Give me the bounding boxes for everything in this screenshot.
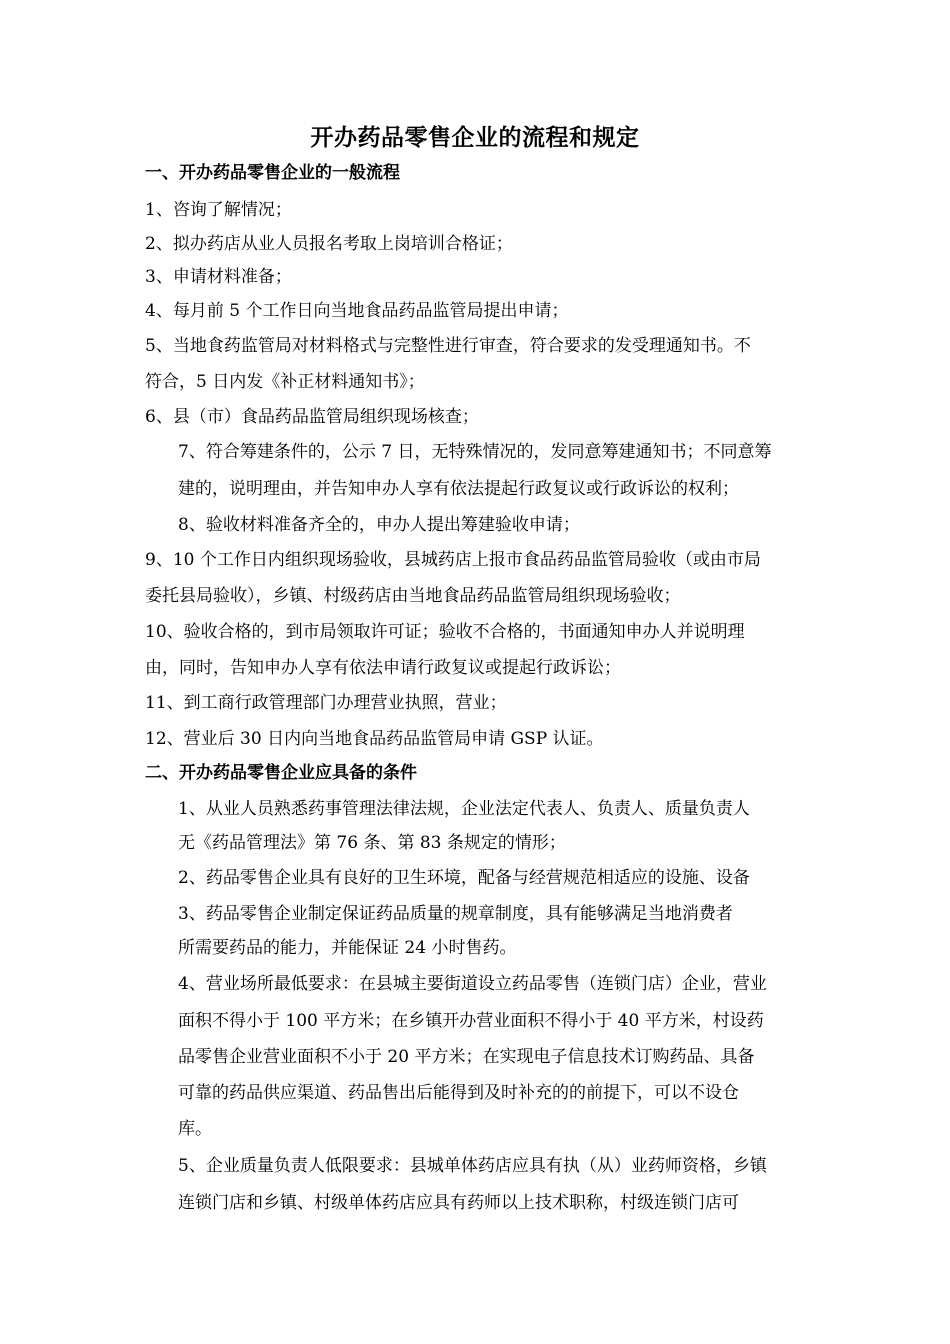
process-line: 符合，5 日内发《补正材料通知书》； (145, 372, 425, 392)
process-line: 由，同时，告知申办人享有依法申请行政复议或提起行政诉讼； (145, 658, 621, 678)
condition-line: 无《药品管理法》第 76 条、第 83 条规定的情形； (178, 833, 566, 853)
process-line: 9、10 个工作日内组织现场验收，县城药店上报市食品药品监管局验收（或由市局 (145, 550, 761, 570)
process-line: 10、验收合格的，到市局领取许可证；验收不合格的，书面通知申办人并说明理 (145, 622, 745, 642)
process-line: 1、咨询了解情况； (145, 200, 292, 220)
process-line: 3、申请材料准备； (145, 267, 292, 287)
condition-line: 可靠的药品供应渠道、药品售出后能得到及时补充的的前提下，可以不设仓 (178, 1083, 739, 1103)
process-line: 12、营业后 30 日内向当地食品药品监管局申请 GSP 认证。 (145, 729, 604, 749)
process-line: 5、当地食药监管局对材料格式与完整性进行审查，符合要求的发受理通知书。不 (145, 336, 751, 356)
section-heading-conditions: 二、开办药品零售企业应具备的条件 (145, 763, 417, 783)
condition-line: 连锁门店和乡镇、村级单体药店应具有药师以上技术职称，村级连锁门店可 (178, 1193, 739, 1213)
condition-line: 所需要药品的能力，并能保证 24 小时售药。 (178, 938, 517, 958)
document-title: 开办药品零售企业的流程和规定 (310, 124, 640, 151)
process-line: 8、验收材料准备齐全的，申办人提出筹建验收申请； (178, 515, 580, 535)
process-line: 委托县局验收），乡镇、村级药店由当地食品药品监管局组织现场验收； (145, 586, 681, 606)
process-line: 建的，说明理由，并告知申办人享有依法提起行政复议或行政诉讼的权利； (178, 479, 739, 499)
process-line: 4、每月前 5 个工作日向当地食品药品监管局提出申请； (145, 301, 569, 321)
condition-line: 库。 (178, 1119, 212, 1139)
condition-line: 1、从业人员熟悉药事管理法律法规，企业法定代表人、负责人、质量负责人 (178, 799, 750, 819)
condition-line: 品零售企业营业面积不小于 20 平方米；在实现电子信息技术订购药品、具备 (178, 1047, 755, 1067)
condition-line: 2、药品零售企业具有良好的卫生环境，配备与经营规范相适应的设施、设备 (178, 868, 750, 888)
condition-line: 5、企业质量负责人低限要求：县城单体药店应具有执（从）业药师资格，乡镇 (178, 1156, 767, 1176)
condition-line: 3、药品零售企业制定保证药品质量的规章制度，具有能够满足当地消费者 (178, 904, 733, 924)
condition-line: 4、营业场所最低要求：在县城主要街道设立药品零售（连锁门店）企业，营业 (178, 974, 767, 994)
condition-line: 面积不得小于 100 平方米；在乡镇开办营业面积不得小于 40 平方米，村设药 (178, 1011, 764, 1031)
process-line: 6、县（市）食品药品监管局组织现场核查； (145, 407, 479, 427)
process-line: 2、拟办药店从业人员报名考取上岗培训合格证； (145, 234, 513, 254)
process-line: 11、到工商行政管理部门办理营业执照，营业； (145, 693, 507, 713)
process-line: 7、符合筹建条件的，公示 7 日，无特殊情况的，发同意筹建通知书；不同意筹 (178, 442, 772, 462)
section-heading-process: 一、开办药品零售企业的一般流程 (145, 163, 400, 183)
